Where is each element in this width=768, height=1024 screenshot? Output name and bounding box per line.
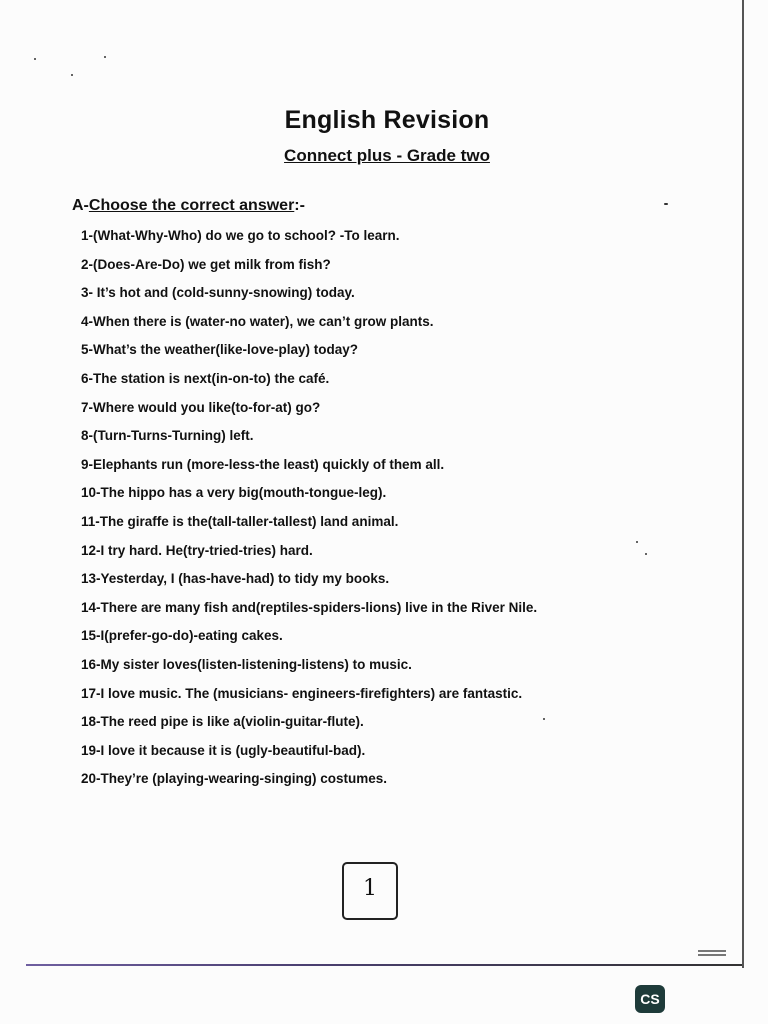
question-item: 13-Yesterday, I (has-have-had) to tidy my books. — [81, 571, 390, 587]
bottom-rule — [26, 964, 742, 966]
page-subtitle: Connect plus - Grade two — [284, 146, 490, 165]
question-item: 19-I love it because it is (ugly-beautiful-bad). — [81, 742, 366, 758]
question-item: 10-The hippo has a very big(mouth-tongue-leg). — [81, 485, 387, 501]
question-item: 11-The giraffe is the(tall-taller-tallest) land animal. — [81, 513, 399, 529]
section-heading — [72, 197, 305, 215]
section-prefix: A- — [72, 197, 89, 214]
question-item: 16-My sister loves(listen-listening-listens) to music. — [81, 656, 412, 672]
question-item: 5-What’s the weather(like-love-play) today? — [81, 342, 359, 358]
scan-speck — [543, 718, 545, 720]
question-item: 12-I try hard. He(try-tried-tries) hard. — [81, 542, 313, 558]
question-item: 6-The station is next(in-on-to) the café. — [81, 370, 330, 386]
question-item: 9-Elephants run (more-less-the least) quickly of them all. — [81, 456, 445, 472]
scan-speck — [34, 58, 36, 60]
question-item: 4-When there is (water-no water), we can’t grow plants. — [81, 313, 434, 329]
question-item: 18-The reed pipe is like a(violin-guitar-flute). — [81, 714, 364, 730]
question-item: 17-I love music. The (musicians- engineers-firefighters) are fantastic. — [81, 685, 523, 701]
page-number-box — [342, 862, 398, 920]
scan-speck — [71, 74, 73, 76]
question-item: 15-I(prefer-go-do)-eating cakes. — [81, 628, 283, 644]
scanner-stamp-icon — [698, 950, 726, 960]
question-item: 8-(Turn-Turns-Turning) left. — [81, 428, 254, 444]
question-item: 2-(Does-Are-Do) we get milk from fish? — [81, 256, 331, 272]
camscanner-logo-icon: CS — [635, 985, 665, 1013]
section-suffix: :- — [294, 197, 305, 214]
question-item: 20-They’re (playing-wearing-singing) costumes. — [81, 771, 388, 787]
page-title: English Revision — [284, 106, 490, 134]
question-item: 1-(What-Why-Who) do we go to school? -To learn. — [81, 228, 400, 243]
question-item: 14-There are many fish and(reptiles-spiders-lions) live in the River Nile. — [81, 599, 538, 615]
scan-speck — [104, 56, 106, 58]
scan-speck — [664, 203, 668, 205]
scan-speck — [645, 553, 647, 555]
question-item: 3- It’s hot and (cold-sunny-snowing) today. — [81, 285, 355, 301]
section-heading-text: Choose the correct answer — [88, 197, 295, 214]
scan-speck — [636, 541, 638, 543]
page-number: 1 — [363, 876, 377, 901]
question-list — [81, 226, 537, 798]
question-item: 7-Where would you like(to-for-at) go? — [81, 399, 321, 415]
